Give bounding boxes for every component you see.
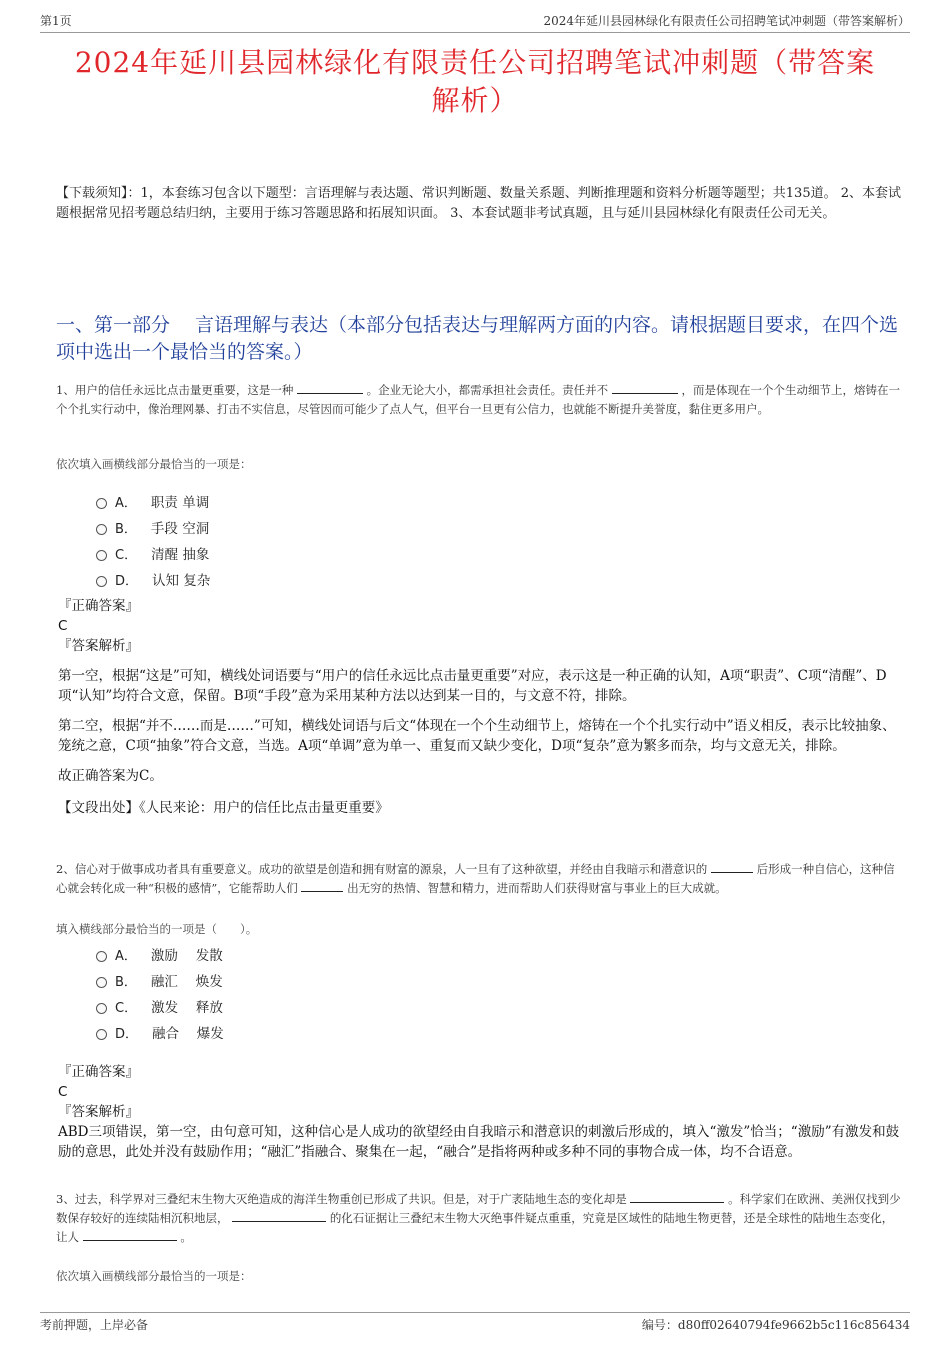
question-1-text xyxy=(56,381,902,419)
page-footer xyxy=(40,1312,910,1333)
q2-answer-label: 『正确答案』 xyxy=(58,1064,139,1080)
q2-prompt: 填入横线部分最恰当的一项是（ ）。 xyxy=(56,922,258,936)
option-letter: A． xyxy=(115,948,137,964)
radio-icon[interactable] xyxy=(96,1003,107,1014)
q1-answer-block xyxy=(58,596,902,818)
q1-analysis-1: 第一空，根据“这是”可知，横线处词语要与“用户的信任永远比点击量更重要”对应，表示这是一种正确的认知，A项“职责”、C项“清醒”、D项“认知”均符合文意，保留。B项“手段”意为采用某种方法以达到某一目的，与文意不符，排除。 xyxy=(58,668,887,704)
q1-option-c[interactable] xyxy=(96,540,210,566)
q3-segment-3: 的化石证据让三叠纪末生物大灭绝事件疑点重重，究竟是区域性的陆地生物更替，还是全球性的陆地生态变化，让人 xyxy=(56,1211,894,1244)
q2-answer-block xyxy=(58,1062,902,1162)
option-text: 清醒 抽象 xyxy=(151,547,210,563)
q3-segment-2: 。科学家们在欧洲、美洲仅找到少数保存较好的连续陆相沉积地层， xyxy=(56,1192,901,1225)
q2-analysis: ABD三项错误，第一空，由句意可知，这种信心是人成功的欲望经由自我暗示和潜意识的刺激后形成的，填入“激发”恰当；“激励”有激发和鼓励的意思，此处并没有鼓励作用；“融汇”指融合、聚集在一起，“融合”是指将两种或多种不同的事物合成一体，均不合语意。 xyxy=(58,1124,900,1160)
option-text: 融汇 焕发 xyxy=(150,974,223,990)
option-text: 职责 单调 xyxy=(150,495,210,511)
q1-prompt: 依次填入画横线部分最恰当的一项是： xyxy=(56,457,252,471)
q2-answer: C xyxy=(58,1084,68,1100)
q1-blank-1 xyxy=(297,381,363,394)
q1-option-a[interactable] xyxy=(96,488,210,514)
q1-option-b[interactable] xyxy=(96,514,210,540)
section-title: 一、第一部分 言语理解与表达（本部分包括表达与理解两方面的内容。请根据题目要求，在四个选项中选出一个最恰当的答案。） xyxy=(56,314,899,363)
q1-answer-label: 『正确答案』 xyxy=(58,598,139,614)
q1-conclusion: 故正确答案为C。 xyxy=(58,768,163,784)
q3-blank-2 xyxy=(232,1209,326,1222)
radio-icon[interactable] xyxy=(96,524,107,535)
q2-options xyxy=(96,941,224,1045)
radio-icon[interactable] xyxy=(96,977,107,988)
q1-segment-3: ，而是体现在一个个生动细节上，熔铸在一个个扎实行动中，像治理网暴、打击不实信息，尽管因而可能少了点人气，但平台一旦更有公信力，也就能不断提升美誉度，黏住更多用户。 xyxy=(56,383,900,416)
question-2-text xyxy=(56,860,902,898)
option-text: 激励 发散 xyxy=(150,948,223,964)
document-title xyxy=(40,44,910,120)
q2-segment-1: 2、信心对于做事成功者具有重要意义。成功的欲望是创造和拥有财富的源泉，人一旦有了这种欲望，并经由自我暗示和潜意识的 xyxy=(56,862,708,876)
download-notice: 【下载须知】：1，本套练习包含以下题型：言语理解与表达题、常识判断题、数量关系题、判断推理题和资料分析题等题型；共135道。 2、本套试题根据常见招考题总结归纳，主要用于练习答题思路和拓展知识面。 3、本套试题非考试真题，且与延川县园林绿化有限责任公司无关。 xyxy=(56,186,901,221)
option-text: 激发 释放 xyxy=(151,1000,223,1016)
q1-segment-1: 1、用户的信任永远比点击量更重要，这是一种 xyxy=(56,383,294,397)
option-letter: D． xyxy=(115,573,139,589)
radio-icon[interactable] xyxy=(96,550,107,561)
q1-option-d[interactable] xyxy=(96,566,210,592)
footer-slogan: 考前押题，上岸必备 xyxy=(40,1318,149,1332)
header-doc-title: 2024年延川县园林绿化有限责任公司招聘笔试冲刺题（带答案解析） xyxy=(543,14,910,28)
option-letter: C． xyxy=(115,1000,138,1016)
q2-option-b[interactable] xyxy=(96,967,224,993)
title-line-1: 2024年延川县园林绿化有限责任公司招聘笔试冲刺题（带答案 xyxy=(74,46,876,79)
q3-blank-1 xyxy=(630,1190,724,1203)
q1-analysis-label: 『答案解析』 xyxy=(58,638,139,654)
q1-options xyxy=(96,488,210,592)
radio-icon[interactable] xyxy=(96,951,107,962)
q3-segment-1: 3、过去，科学界对三叠纪末生物大灭绝造成的海洋生物重创已形成了共识。但是，对于广袤陆地生态的变化却是 xyxy=(56,1192,627,1206)
q1-segment-2: 。企业无论大小，都需承担社会责任。责任并不 xyxy=(366,383,609,397)
option-letter: B． xyxy=(115,974,137,990)
q1-source: 【文段出处】《人民来论：用户的信任比点击量更重要》 xyxy=(58,800,389,816)
q1-analysis-2: 第二空，根据“并不……而是……”可知，横线处词语与后文“体现在一个个生动细节上，熔铸在一个个扎实行动中”语义相反，表示比较抽象、笼统之意，C项“抽象”符合文意，当选。A项“单调”意为单一、重复而又缺少变化，D项“复杂”意为繁多而杂，均与文意无关，排除。 xyxy=(58,718,896,754)
q1-answer: C xyxy=(58,618,68,634)
question-3-text xyxy=(56,1190,902,1247)
q1-blank-2 xyxy=(612,381,678,394)
option-letter: A． xyxy=(115,495,137,511)
page-header xyxy=(40,12,910,33)
option-text: 手段 空洞 xyxy=(150,521,210,537)
q2-option-a[interactable] xyxy=(96,941,224,967)
q2-blank-1 xyxy=(711,860,753,873)
option-text: 认知 复杂 xyxy=(152,573,211,589)
page-number: 第1页 xyxy=(40,14,72,28)
radio-icon[interactable] xyxy=(96,1029,107,1040)
q2-segment-3: 出无穷的热情、智慧和精力，进而帮助人们获得财富与事业上的巨大成就。 xyxy=(347,881,727,895)
title-line-2: 解析） xyxy=(431,84,519,117)
q2-option-c[interactable] xyxy=(96,993,224,1019)
option-letter: B． xyxy=(115,521,137,537)
q2-segment-2: 后形成一种自信心，这种信心就会转化成一种“积极的感情”，它能帮助人们 xyxy=(56,862,895,895)
q2-analysis-label: 『答案解析』 xyxy=(58,1104,139,1120)
q2-blank-2 xyxy=(301,879,343,892)
q3-segment-4: 。 xyxy=(180,1230,192,1244)
q2-option-d[interactable] xyxy=(96,1019,224,1045)
radio-icon[interactable] xyxy=(96,576,107,587)
q3-prompt: 依次填入画横线部分最恰当的一项是： xyxy=(56,1269,252,1283)
q3-blank-3 xyxy=(83,1228,177,1241)
option-text: 融合 爆发 xyxy=(152,1026,224,1042)
footer-serial: 编号：d80ff02640794fe9662b5c116c856434 xyxy=(641,1318,910,1332)
option-letter: D． xyxy=(115,1026,139,1042)
option-letter: C． xyxy=(115,547,138,563)
radio-icon[interactable] xyxy=(96,498,107,509)
